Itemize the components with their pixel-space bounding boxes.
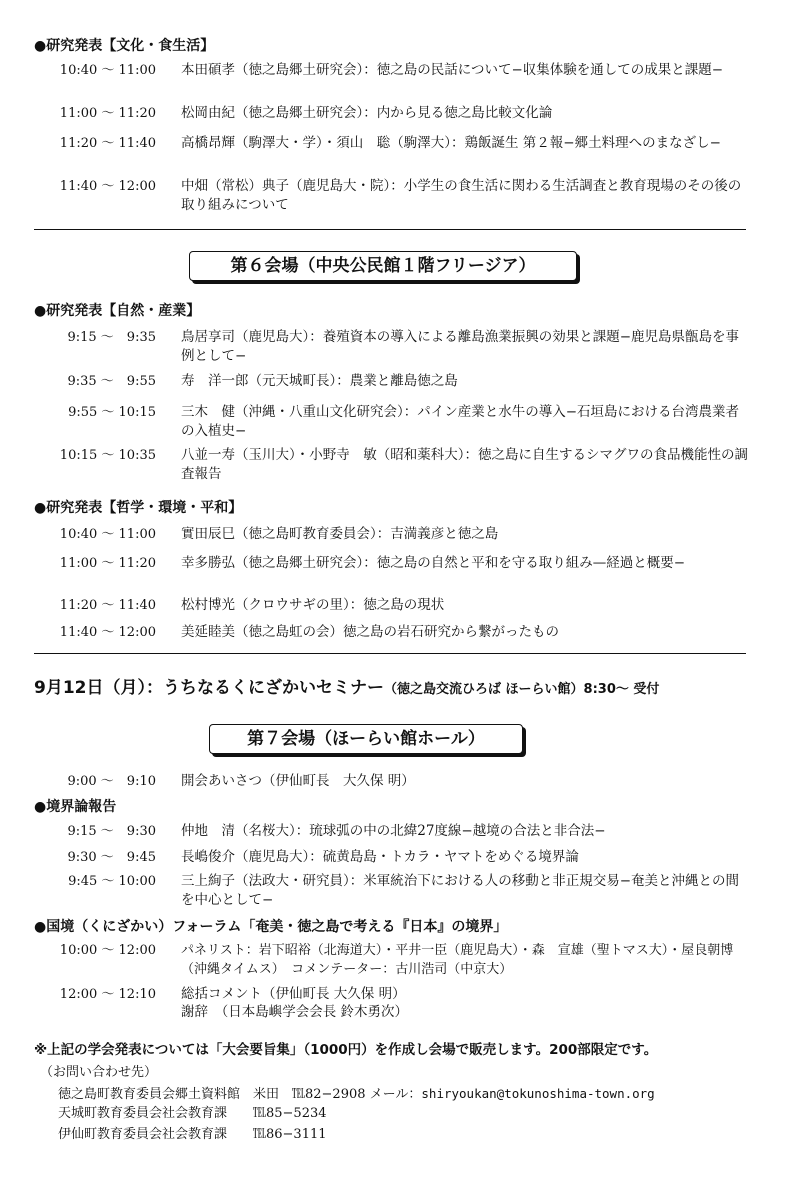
contact-line: 天城町教育委員会社会教育課 ℡85−5234 — [58, 1106, 327, 1121]
section-heading-culture-food: ●研究発表【文化・食生活】 — [34, 38, 215, 54]
divider — [34, 229, 746, 230]
time-slot: 11:00 〜 11:20 — [59, 106, 156, 121]
time-slot: 10:40 〜 11:00 — [59, 63, 156, 78]
presentation-text: 三木 健（沖縄・八重山文化研究会）：パイン産業と水牛の導入−石垣島における台湾農業者の入植史− — [181, 404, 740, 439]
seminar-venue: （徳之島交流ひろば ほーらい館）8:30〜 受付 — [384, 682, 660, 697]
presentation-text: 實田辰巳（徳之島町教育委員会）：吉満義彦と徳之島 — [181, 526, 499, 542]
time-slot: 10:00 〜 12:00 — [59, 943, 156, 958]
hall-6-title: 第６会場（中央公民館１階フリージア） — [189, 251, 577, 281]
presentation-text: 高橋昂輝（駒澤大・学）・須山 聡（駒澤大）：鶏飯誕生 第２報−郷土料理へのまなざし− — [181, 135, 721, 151]
time-slot: 11:20 〜 11:40 — [59, 136, 156, 151]
section-heading-border-reports: ●境界論報告 — [34, 799, 117, 815]
divider — [34, 653, 746, 654]
section-heading-philosophy-environment-peace: ●研究発表【哲学・環境・平和】 — [34, 500, 243, 516]
contact-org: 徳之島町教育委員会郷土資料館 米田 ℡82−2908 メール： — [58, 1087, 422, 1102]
time-slot: 11:20 〜 11:40 — [59, 598, 156, 613]
presentation-text: 美延睦美（徳之島虹の会）徳之島の岩石研究から繋がったもの — [181, 624, 559, 640]
presentation-text: 松岡由紀（徳之島郷土研究会）：内から見る徳之島比較文化論 — [181, 105, 553, 121]
section-heading-border-forum: ●国境（くにざかい）フォーラム「奄美・徳之島で考える『日本』の境界」 — [34, 919, 508, 935]
time-slot: 12:00 〜 12:10 — [59, 987, 156, 1002]
time-slot: 9:15 〜 9:35 — [67, 330, 156, 345]
contact-email[interactable]: shiryoukan@tokunoshima-town.org — [421, 1086, 655, 1101]
hall-7-title: 第７会場（ほーらい館ホール） — [209, 724, 523, 754]
time-slot: 11:00 〜 11:20 — [59, 556, 156, 571]
time-slot: 9:30 〜 9:45 — [67, 850, 156, 865]
closing-thanks: 謝辞 （日本島嶼学会会長 鈴木勇次） — [181, 1004, 409, 1020]
contact-label: （お問い合わせ先） — [40, 1065, 158, 1080]
seminar-heading — [34, 677, 659, 701]
time-slot: 10:15 〜 10:35 — [59, 448, 156, 463]
presentation-text: 幸多勝弘（徳之島郷土研究会）：徳之島の自然と平和を守る取り組み—経過と概要− — [181, 555, 686, 571]
time-slot: 11:40 〜 12:00 — [59, 625, 156, 640]
panel-text: パネリスト：岩下昭裕（北海道大）・平井一臣（鹿児島大）・森 宣雄（聖トマス大）・屋良朝博（沖縄タイムス） コメンテーター：古川浩司（中京大） — [181, 943, 734, 977]
presentation-text: 中畑（常松）典子（鹿児島大・院）：小学生の食生活に関わる生活調査と教育現場のその後の取り組みについて — [181, 178, 742, 213]
time-slot: 9:55 〜 10:15 — [68, 405, 156, 420]
presentation-text: 三上絢子（法政大・研究員）：米軍統治下における人の移動と非正規交易−奄美と沖縄との間を中心として− — [181, 873, 740, 908]
presentation-text: 八並一寿（玉川大）・小野寺 敏（昭和薬科大）：徳之島に自生するシマグワの食品機能性の調査報告 — [181, 447, 748, 482]
presentation-text: 本田碩孝（徳之島郷土研究会）：徳之島の民話について−収集体験を通しての成果と課題− — [181, 62, 724, 78]
time-slot: 9:00 〜 9:10 — [67, 774, 156, 789]
abstract-sales-note: ※上記の学会発表については「大会要旨集」（1000円）を作成し会場で販売します。200部限定です。 — [34, 1042, 658, 1058]
section-heading-nature-industry: ●研究発表【自然・産業】 — [34, 303, 201, 319]
presentation-text: 寿 洋一郎（元天城町長）：農業と離島徳之島 — [181, 373, 458, 389]
time-slot: 9:35 〜 9:55 — [67, 374, 156, 389]
presentation-text: 松村博光（クロウサギの里）：徳之島の現状 — [181, 597, 445, 613]
time-slot: 11:40 〜 12:00 — [59, 179, 156, 194]
closing-comment: 総括コメント（伊仙町長 大久保 明） — [181, 986, 406, 1002]
time-slot: 9:45 〜 10:00 — [68, 874, 156, 889]
time-slot: 9:15 〜 9:30 — [67, 824, 156, 839]
presentation-text: 仲地 清（名桜大）：琉球弧の中の北緯27度線−越境の合法と非合法− — [181, 823, 606, 839]
seminar-title: 9月12日（月）：うちなるくにざかいセミナー — [34, 678, 384, 698]
time-slot: 10:40 〜 11:00 — [59, 527, 156, 542]
contact-line: 伊仙町教育委員会社会教育課 ℡86−3111 — [58, 1127, 327, 1142]
opening-remarks: 開会あいさつ（伊仙町長 大久保 明） — [181, 773, 415, 789]
presentation-text: 鳥居享司（鹿児島大）：養殖資本の導入による離島漁業振興の効果と課題−鹿児島県甑島を事例として− — [181, 329, 740, 364]
contact-line — [58, 1085, 655, 1104]
presentation-text: 長嶋俊介（鹿児島大）：硫黄島島・トカラ・ヤマトをめぐる境界論 — [181, 849, 579, 865]
